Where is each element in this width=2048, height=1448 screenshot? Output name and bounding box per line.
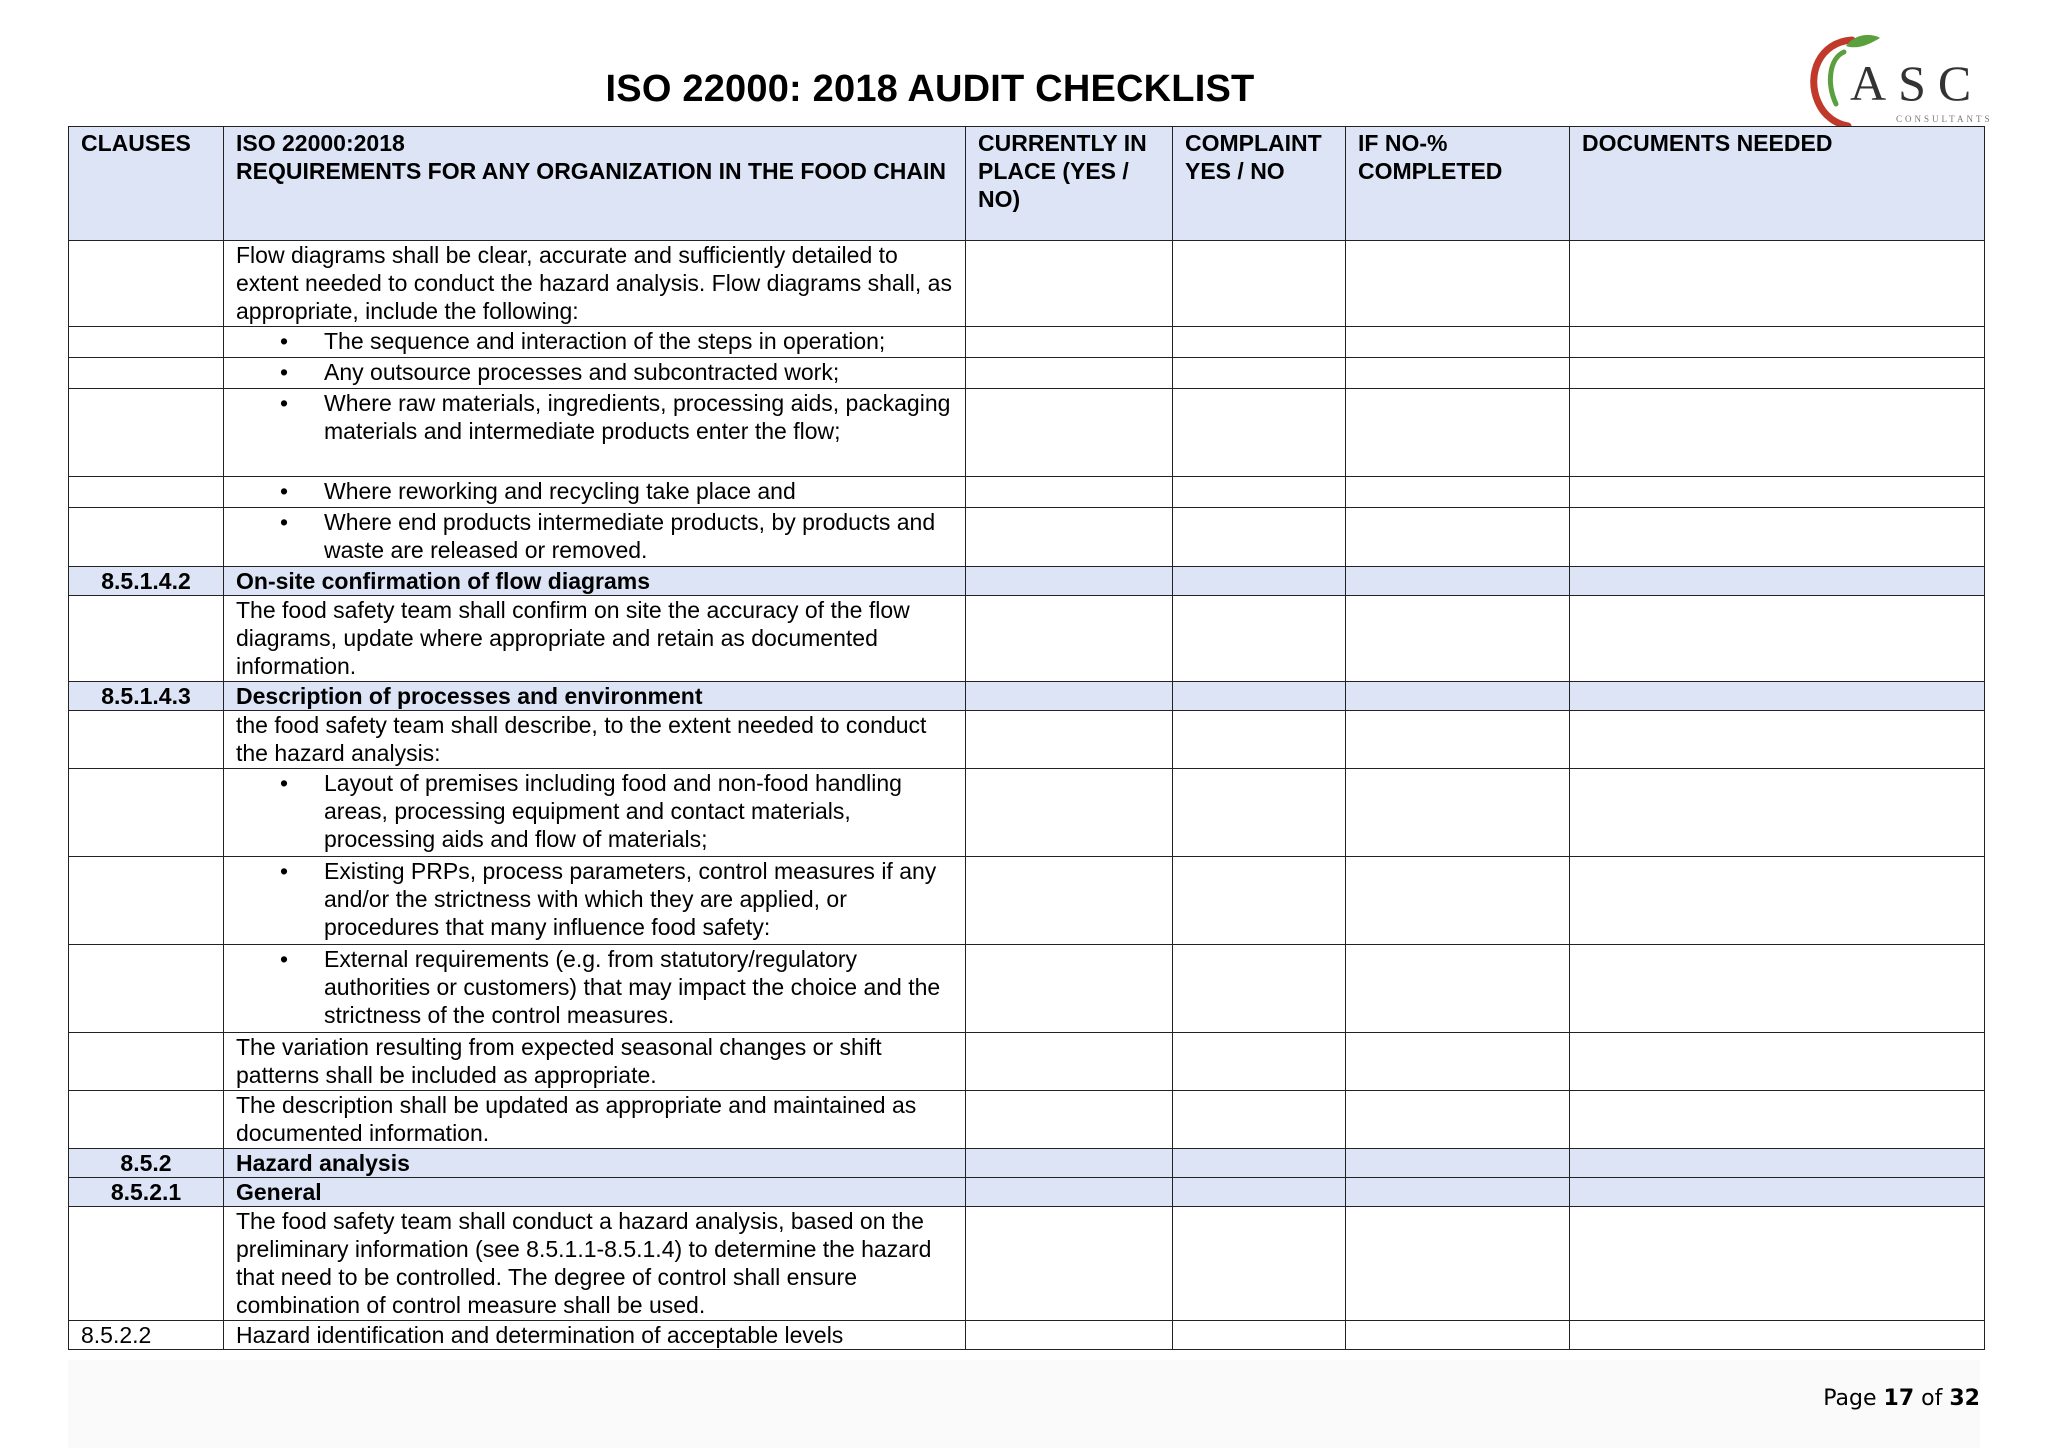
bullet-icon: • [280, 770, 289, 796]
logo-text: ASC [1850, 55, 1984, 111]
requirement-bullet [224, 477, 966, 508]
if-no-completed-cell[interactable] [1346, 389, 1570, 477]
documents-needed-cell[interactable] [1570, 477, 1985, 508]
currently-in-place-cell[interactable] [966, 327, 1173, 358]
currently-in-place-cell [966, 1149, 1173, 1178]
documents-needed-cell [1570, 1149, 1985, 1178]
table-row [69, 327, 1985, 358]
table-row [69, 1321, 1985, 1350]
documents-needed-cell[interactable] [1570, 389, 1985, 477]
if-no-completed-cell [1346, 682, 1570, 711]
bullet-icon: • [280, 359, 289, 385]
bullet-text: Existing PRPs, process parameters, control measures if any and/or the strictness with which they are applied, or procedures that many influence food safety: [324, 858, 937, 940]
table-row [69, 857, 1985, 945]
header-requirements [224, 127, 966, 241]
table-row [69, 769, 1985, 857]
section-title: Description of processes and environment [224, 682, 966, 711]
header-if-no-completed: IF NO-% COMPLETED [1346, 127, 1570, 241]
if-no-completed-cell[interactable] [1346, 711, 1570, 769]
header-requirements-standard: ISO 22000:2018 [236, 130, 405, 156]
clause-cell [69, 857, 224, 945]
complaint-cell[interactable] [1173, 711, 1346, 769]
section-title: On-site confirmation of flow diagrams [224, 567, 966, 596]
total-pages: 32 [1949, 1386, 1980, 1411]
currently-in-place-cell [966, 682, 1173, 711]
bullet-text: The sequence and interaction of the steps in operation; [324, 328, 886, 354]
clause-cell [69, 477, 224, 508]
clause-cell [69, 508, 224, 567]
header-requirements-title: REQUIREMENTS FOR ANY ORGANIZATION IN THE FOOD CHAIN [236, 158, 947, 184]
currently-in-place-cell[interactable] [966, 857, 1173, 945]
complaint-cell[interactable] [1173, 596, 1346, 682]
table-row [69, 1091, 1985, 1149]
clause-cell [69, 358, 224, 389]
if-no-completed-cell [1346, 1149, 1570, 1178]
clause-cell [69, 711, 224, 769]
requirement-text: The description shall be updated as appropriate and maintained as documented information. [224, 1091, 966, 1149]
requirement-bullet [224, 327, 966, 358]
if-no-completed-cell[interactable] [1346, 945, 1570, 1033]
complaint-cell[interactable] [1173, 769, 1346, 857]
requirement-text: the food safety team shall describe, to the extent needed to conduct the hazard analysis: [224, 711, 966, 769]
if-no-completed-cell[interactable] [1346, 1321, 1570, 1350]
table-row [69, 508, 1985, 567]
documents-needed-cell[interactable] [1570, 1207, 1985, 1321]
section-title: General [224, 1178, 966, 1207]
clause-number: 8.5.1.4.2 [69, 567, 224, 596]
bullet-text: Layout of premises including food and non-food handling areas, processing equipment and contact materials, processing aids and flow of materials; [324, 770, 902, 852]
header-currently-in-place: CURRENTLY IN PLACE (YES / NO) [966, 127, 1173, 241]
clause-cell [69, 769, 224, 857]
page-footer-area [68, 1360, 1980, 1448]
bullet-icon: • [280, 390, 289, 416]
document-title: ISO 22000: 2018 AUDIT CHECKLIST [605, 68, 1255, 110]
documents-needed-cell[interactable] [1570, 508, 1985, 567]
documents-needed-cell[interactable] [1570, 1033, 1985, 1091]
if-no-completed-cell[interactable] [1346, 1033, 1570, 1091]
table-row [69, 596, 1985, 682]
header-complaint: COMPLAINT YES / NO [1173, 127, 1346, 241]
documents-needed-cell [1570, 682, 1985, 711]
currently-in-place-cell [966, 567, 1173, 596]
bullet-icon: • [280, 858, 289, 884]
table-header-row [69, 127, 1985, 241]
currently-in-place-cell[interactable] [966, 1321, 1173, 1350]
bullet-icon: • [280, 328, 289, 354]
currently-in-place-cell[interactable] [966, 389, 1173, 477]
currently-in-place-cell[interactable] [966, 1033, 1173, 1091]
complaint-cell[interactable] [1173, 1207, 1346, 1321]
table-row [69, 711, 1985, 769]
documents-needed-cell[interactable] [1570, 857, 1985, 945]
complaint-cell[interactable] [1173, 389, 1346, 477]
table-row [69, 358, 1985, 389]
if-no-completed-cell[interactable] [1346, 1207, 1570, 1321]
logo-subtitle: CONSULTANTS [1896, 114, 1993, 124]
table-row [69, 477, 1985, 508]
section-row [69, 567, 1985, 596]
complaint-cell[interactable] [1173, 1033, 1346, 1091]
requirement-bullet [224, 857, 966, 945]
clause-number: 8.5.2.1 [69, 1178, 224, 1207]
if-no-completed-cell[interactable] [1346, 596, 1570, 682]
documents-needed-cell[interactable] [1570, 711, 1985, 769]
if-no-completed-cell[interactable] [1346, 857, 1570, 945]
documents-needed-cell[interactable] [1570, 596, 1985, 682]
clause-number: 8.5.2.2 [69, 1321, 224, 1350]
requirement-bullet [224, 358, 966, 389]
table-row [69, 1207, 1985, 1321]
complaint-cell[interactable] [1173, 1321, 1346, 1350]
clause-cell [69, 327, 224, 358]
page-word: Page [1823, 1386, 1877, 1411]
bullet-icon: • [280, 478, 289, 504]
requirement-text: The food safety team shall conduct a hazard analysis, based on the preliminary information (see 8.5.1.1-8.5.1.4) to determine the hazard that need to be controlled. The degree of control shall ensure combination of control measure shall be used. [224, 1207, 966, 1321]
currently-in-place-cell[interactable] [966, 477, 1173, 508]
clause-cell [69, 1033, 224, 1091]
if-no-completed-cell[interactable] [1346, 1091, 1570, 1149]
requirement-bullet [224, 389, 966, 477]
complaint-cell [1173, 1149, 1346, 1178]
complaint-cell [1173, 1178, 1346, 1207]
if-no-completed-cell[interactable] [1346, 477, 1570, 508]
documents-needed-cell[interactable] [1570, 1321, 1985, 1350]
requirement-bullet [224, 508, 966, 567]
requirement-text: Flow diagrams shall be clear, accurate and sufficiently detailed to extent needed to conduct the hazard analysis. Flow diagrams shall, as appropriate, include the following: [224, 241, 966, 327]
table-row [69, 945, 1985, 1033]
of-word: of [1921, 1386, 1943, 1411]
if-no-completed-cell [1346, 567, 1570, 596]
requirement-text: The food safety team shall confirm on site the accuracy of the flow diagrams, update where appropriate and retain as documented information. [224, 596, 966, 682]
table-row [69, 241, 1985, 327]
clause-cell [69, 1207, 224, 1321]
if-no-completed-cell[interactable] [1346, 769, 1570, 857]
clause-number: 8.5.2 [69, 1149, 224, 1178]
requirement-text: Hazard identification and determination of acceptable levels [224, 1321, 966, 1350]
clause-cell [69, 1091, 224, 1149]
section-row [69, 1149, 1985, 1178]
documents-needed-cell[interactable] [1570, 945, 1985, 1033]
documents-needed-cell [1570, 567, 1985, 596]
bullet-text: Where raw materials, ingredients, processing aids, packaging materials and intermediate products enter the flow; [324, 390, 951, 444]
if-no-completed-cell[interactable] [1346, 327, 1570, 358]
requirement-bullet [224, 769, 966, 857]
clause-cell [69, 389, 224, 477]
asc-logo [1800, 28, 1993, 128]
currently-in-place-cell[interactable] [966, 358, 1173, 389]
currently-in-place-cell[interactable] [966, 241, 1173, 327]
currently-in-place-cell[interactable] [966, 1091, 1173, 1149]
complaint-cell[interactable] [1173, 508, 1346, 567]
complaint-cell[interactable] [1173, 477, 1346, 508]
complaint-cell[interactable] [1173, 1091, 1346, 1149]
complaint-cell[interactable] [1173, 358, 1346, 389]
documents-needed-cell [1570, 1178, 1985, 1207]
currently-in-place-cell [966, 1178, 1173, 1207]
if-no-completed-cell[interactable] [1346, 358, 1570, 389]
documents-needed-cell[interactable] [1570, 1091, 1985, 1149]
bullet-icon: • [280, 509, 289, 535]
bullet-text: External requirements (e.g. from statutory/regulatory authorities or customers) that may impact the choice and the strictness of the control measures. [324, 946, 941, 1028]
table-row [69, 1033, 1985, 1091]
currently-in-place-cell[interactable] [966, 769, 1173, 857]
currently-in-place-cell[interactable] [966, 711, 1173, 769]
header-clauses: CLAUSES [69, 127, 224, 241]
clause-number: 8.5.1.4.3 [69, 682, 224, 711]
requirement-text: The variation resulting from expected seasonal changes or shift patterns shall be included as appropriate. [224, 1033, 966, 1091]
clause-cell [69, 241, 224, 327]
header-documents-needed: DOCUMENTS NEEDED [1570, 127, 1985, 241]
section-title: Hazard analysis [224, 1149, 966, 1178]
currently-in-place-cell[interactable] [966, 508, 1173, 567]
if-no-completed-cell[interactable] [1346, 241, 1570, 327]
complaint-cell[interactable] [1173, 945, 1346, 1033]
section-row [69, 1178, 1985, 1207]
bullet-icon: • [280, 946, 289, 972]
table-row [69, 389, 1985, 477]
bullet-text: Where end products intermediate products, by products and waste are released or removed. [324, 509, 936, 563]
currently-in-place-cell[interactable] [966, 1207, 1173, 1321]
section-row [69, 682, 1985, 711]
audit-checklist-table [68, 126, 1985, 1350]
bullet-text: Where reworking and recycling take place and [324, 478, 796, 504]
if-no-completed-cell [1346, 1178, 1570, 1207]
currently-in-place-cell[interactable] [966, 945, 1173, 1033]
documents-needed-cell[interactable] [1570, 358, 1985, 389]
bullet-text: Any outsource processes and subcontracted work; [324, 359, 840, 385]
current-page: 17 [1883, 1386, 1915, 1411]
if-no-completed-cell[interactable] [1346, 508, 1570, 567]
clause-cell [69, 596, 224, 682]
page-number [1823, 1386, 1980, 1411]
requirement-bullet [224, 945, 966, 1033]
complaint-cell[interactable] [1173, 327, 1346, 358]
complaint-cell [1173, 682, 1346, 711]
documents-needed-cell[interactable] [1570, 241, 1985, 327]
complaint-cell[interactable] [1173, 241, 1346, 327]
currently-in-place-cell[interactable] [966, 596, 1173, 682]
documents-needed-cell[interactable] [1570, 327, 1985, 358]
complaint-cell[interactable] [1173, 857, 1346, 945]
clause-cell [69, 945, 224, 1033]
complaint-cell [1173, 567, 1346, 596]
documents-needed-cell[interactable] [1570, 769, 1985, 857]
